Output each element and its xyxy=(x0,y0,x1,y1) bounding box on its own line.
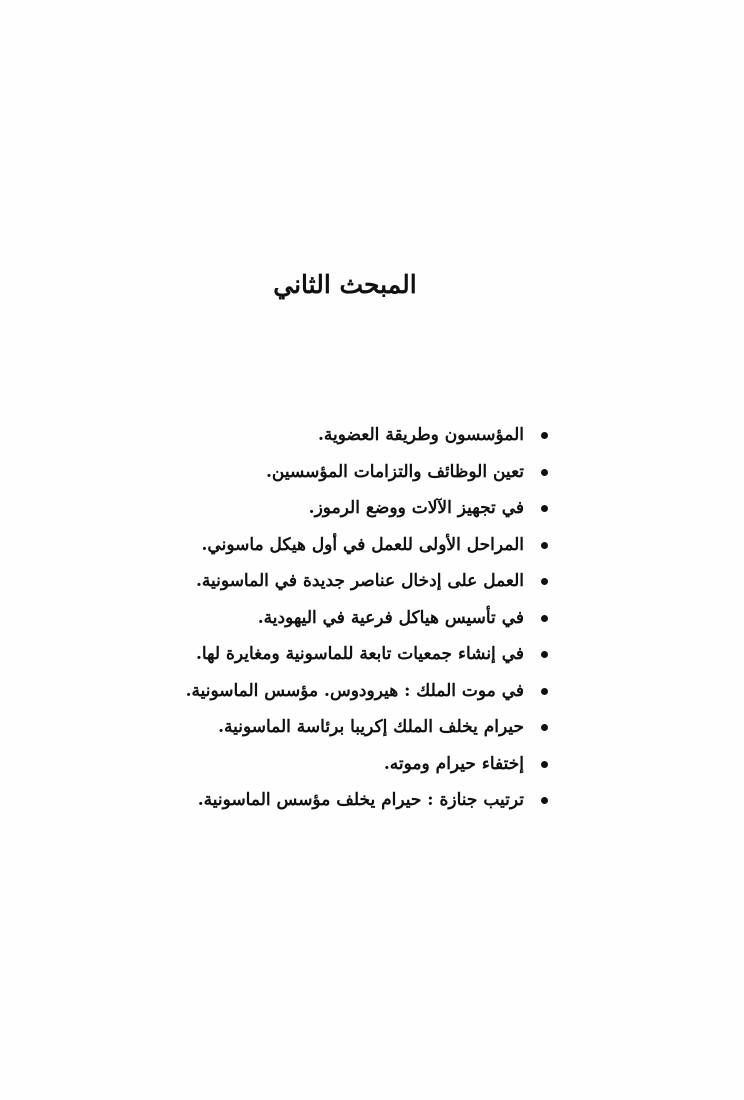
bullet-icon xyxy=(541,724,548,731)
topic-list xyxy=(185,417,554,819)
bullet-icon xyxy=(541,542,548,549)
list-item xyxy=(194,527,554,564)
list-item xyxy=(194,782,554,819)
bullet-icon xyxy=(541,761,548,768)
topic-text: ترتيب جنازة : حيرام يخلف مؤسس الماسونية. xyxy=(197,790,524,810)
list-item xyxy=(185,673,554,710)
bullet-icon xyxy=(541,505,548,512)
topic-text: المراحل الأولى للعمل في أول هيكل ماسوني. xyxy=(201,534,524,555)
list-item xyxy=(194,636,554,673)
topic-text: العمل على إدخال عناصر جديدة في الماسونية. xyxy=(196,571,524,591)
bullet-icon xyxy=(541,432,548,439)
list-item xyxy=(194,454,554,491)
bullet-icon xyxy=(541,688,548,695)
list-item xyxy=(194,746,554,783)
list-item xyxy=(194,490,554,527)
bullet-icon xyxy=(541,469,548,476)
bullet-icon xyxy=(541,797,548,804)
topic-text: المؤسسون وطريقة العضوية. xyxy=(318,425,524,445)
bullet-icon xyxy=(541,578,548,585)
bullet-icon xyxy=(541,651,548,658)
topic-text: تعين الوظائف والتزامات المؤسسين. xyxy=(265,461,524,482)
topic-text: في موت الملك : هيرودوس. مؤسس الماسونية. xyxy=(185,680,524,701)
topic-text: في إنشاء جمعيات تابعة للماسونية ومغايرة لها. xyxy=(195,644,524,664)
list-item xyxy=(194,600,554,637)
list-item xyxy=(194,709,554,746)
topic-text: حيرام يخلف الملك إكريبا برئاسة الماسونية. xyxy=(218,717,524,737)
topic-text: في تأسيس هياكل فرعية في اليهودية. xyxy=(257,607,524,628)
list-item xyxy=(194,417,554,454)
list-item xyxy=(194,563,554,600)
topic-text: في تجهيز الآلات ووضع الرموز. xyxy=(308,498,524,518)
bullet-icon xyxy=(541,615,548,622)
topic-text: إختفاء حيرام وموته. xyxy=(383,753,524,774)
section-title: المبحث الثاني xyxy=(273,270,417,299)
